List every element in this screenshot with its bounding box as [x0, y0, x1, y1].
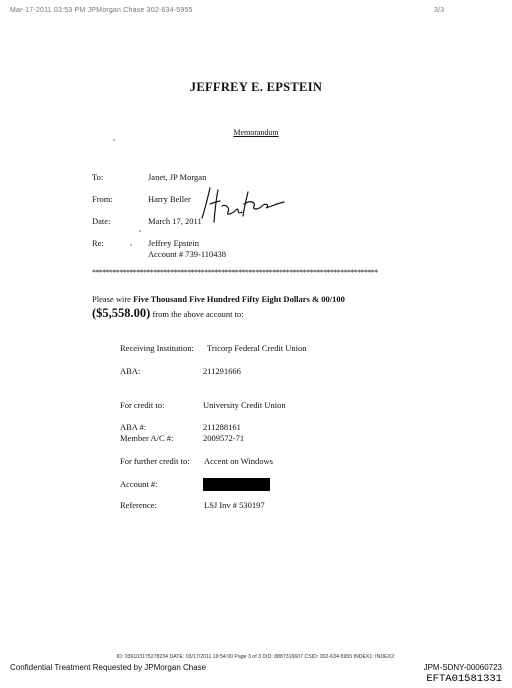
- to-label: To:: [92, 172, 104, 182]
- receiving-institution-value: Tricorp Federal Credit Union: [207, 343, 307, 353]
- scan-speck: [139, 230, 141, 232]
- memo-title: Memorandum: [233, 128, 279, 137]
- from-label: From:: [92, 194, 113, 204]
- confidential-notice: Confidential Treatment Requested by JPMorgan Chase: [10, 663, 207, 672]
- re-label: Re:: [92, 238, 104, 248]
- receiving-institution-label: Receiving Institution:: [120, 343, 194, 353]
- letterhead-name: JEFFREY E. EPSTEIN: [189, 80, 323, 94]
- fax-transmission-id: ID: 036103175278234 DATE: 03/17/2011 19:54:00 Page 3 of 3 DID: 8887316607 CSID: 302-634-5955 INDEX1: INDEX2:: [116, 654, 396, 660]
- date-label: Date:: [92, 216, 111, 226]
- amount-figure: ($5,558.00): [92, 306, 151, 320]
- date-value: March 17, 2011: [148, 216, 202, 226]
- aba-label: ABA:: [120, 366, 141, 376]
- member-account-label: Member A/C #:: [120, 433, 174, 443]
- credit-to-value: University Credit Union: [203, 400, 286, 410]
- re-value-name: Jeffrey Epstein: [148, 238, 200, 248]
- instruction-suffix: from the above account to:: [150, 309, 244, 319]
- member-account-value: 2009572-71: [203, 433, 245, 443]
- scan-speck: [113, 139, 115, 141]
- aba2-value: 211288161: [203, 422, 241, 432]
- fax-header-left: Mar-17-2011 03:53 PM JPMorgan Chase 302-634-5955: [10, 7, 193, 14]
- redaction-box: [203, 478, 270, 491]
- aba-value: 211291666: [203, 366, 241, 376]
- fax-page-number: 3/3: [434, 7, 445, 14]
- instruction-prefix: Please wire: [92, 294, 134, 304]
- wire-instruction-line1: [92, 294, 345, 304]
- to-value: Janet, JP Morgan: [148, 172, 207, 182]
- aba2-label: ABA #:: [120, 422, 147, 432]
- further-credit-label: For further credit to:: [120, 456, 190, 466]
- amount-words: Five Thousand Five Hundred Fifty Eight Dollars & 00/100: [133, 294, 345, 304]
- from-value: Harry Beller: [148, 194, 191, 204]
- re-value-account: Account # 739-110438: [148, 249, 227, 259]
- further-credit-value: Accent on Windows: [204, 456, 273, 466]
- efta-stamp: EFTA01581331: [426, 673, 502, 685]
- reference-label: Reference:: [120, 500, 157, 510]
- separator-line: ************************************************************************************: [92, 268, 378, 277]
- bates-number: JPM-SDNY-00060723: [423, 663, 502, 672]
- credit-to-label: For credit to:: [120, 400, 165, 410]
- wire-instruction-line2: [92, 306, 244, 321]
- account-number-label: Account #:: [120, 479, 158, 489]
- reference-value: LSJ Inv # 530197: [204, 500, 265, 510]
- signature-icon: [196, 186, 290, 224]
- re-comma-mark: ,: [130, 238, 132, 247]
